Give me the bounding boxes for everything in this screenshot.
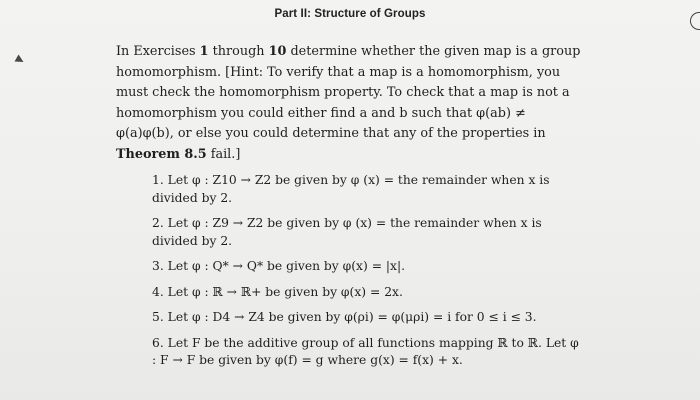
- exercise-list: [152, 172, 582, 378]
- intro-part-4: fail.]: [206, 146, 241, 162]
- exercise-text: Let φ : Z9 → Z2 be given by φ (x) = the remainder when x is divided by 2.: [152, 216, 542, 248]
- corner-circle-icon: [690, 12, 700, 30]
- exercise-number: 5.: [152, 310, 164, 324]
- exercise-number: 3.: [152, 259, 164, 273]
- exercise-number: 2.: [152, 216, 164, 230]
- exercise-item-6: [152, 335, 582, 370]
- exercise-item-2: [152, 215, 582, 250]
- exercise-text: Let φ : D4 → Z4 be given by φ(ρi) = φ(μρi) = i for 0 ≤ i ≤ 3.: [167, 310, 537, 324]
- exercise-item-1: [152, 172, 582, 207]
- exercise-item-5: [152, 309, 582, 327]
- exercise-text: Let φ : Z10 → Z2 be given by φ (x) = the remainder when x is divided by 2.: [152, 173, 550, 205]
- exercise-text: Let φ : ℝ → ℝ+ be given by φ(x) = 2x.: [167, 284, 403, 299]
- exercise-text: Let F be the additive group of all functions mapping ℝ to ℝ. Let φ : F → F be given by φ(f) = g where g(x) = f(x) + x.: [152, 335, 579, 367]
- page-marker-icon: [15, 55, 26, 66]
- exercise-item-3: [152, 258, 582, 276]
- intro-exercise-end: 10: [268, 44, 287, 59]
- exercise-item-4: [152, 284, 582, 302]
- intro-part-1: In Exercises: [116, 44, 200, 59]
- intro-part-2: through: [208, 44, 269, 59]
- exercise-text: Let φ : Q* → Q* be given by φ(x) = |x|.: [167, 259, 406, 273]
- intro-part-3: determine whether the given map is a group homomorphism. [Hint: To verify that a map is a homomorphism, you must check the homomorphism property. To check that a map is not a homomorphism you could either find a and b such that φ(ab) ≠ φ(a)φ(b), or else you could determine that any of the properties in: [116, 44, 581, 141]
- page-header: Part II: Structure of Groups: [274, 8, 426, 20]
- exercise-number: 1.: [152, 173, 164, 187]
- intro-theorem-reference: Theorem 8.5: [116, 146, 207, 162]
- exercise-number: 4.: [152, 284, 164, 299]
- intro-exercise-start: 1: [199, 44, 209, 59]
- exercise-number: 6.: [152, 335, 164, 350]
- instructions-paragraph: [116, 42, 586, 165]
